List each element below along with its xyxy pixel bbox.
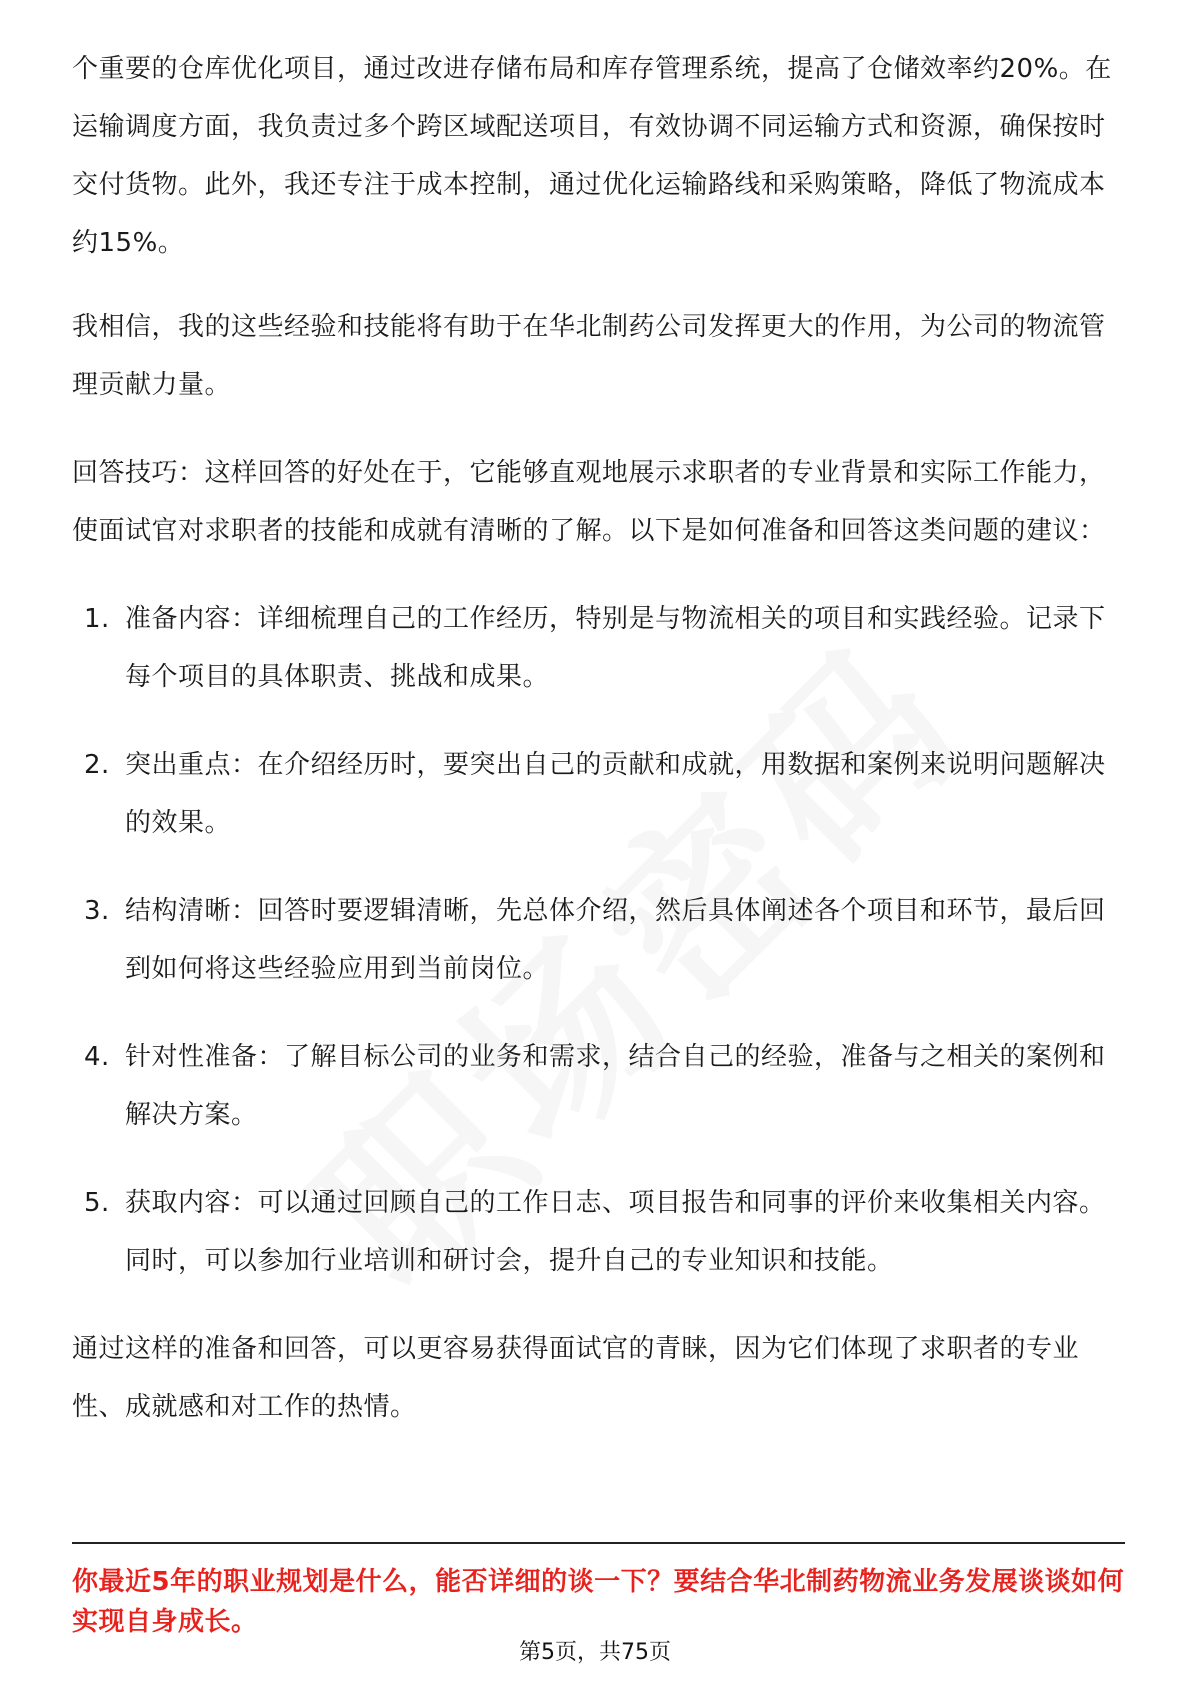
list-item <box>72 736 1122 852</box>
list-number: 1. <box>84 604 110 634</box>
tips-list <box>72 590 1122 1290</box>
list-number: 5. <box>84 1188 110 1218</box>
list-item <box>72 1174 1122 1290</box>
list-item <box>72 1028 1122 1144</box>
list-number: 4. <box>84 1042 110 1072</box>
list-number: 3. <box>84 896 110 926</box>
list-number: 2. <box>84 750 110 780</box>
list-text: 针对性准备：了解目标公司的业务和需求，结合自己的经验，准备与之相关的案例和解决方案。 <box>125 1042 1106 1130</box>
list-text: 准备内容：详细梳理自己的工作经历，特别是与物流相关的项目和实践经验。记录下每个项目的具体职责、挑战和成果。 <box>125 604 1106 692</box>
page-content <box>72 40 1122 1466</box>
paragraph-belief: 我相信，我的这些经验和技能将有助于在华北制药公司发挥更大的作用，为公司的物流管理贡献力量。 <box>72 312 1106 400</box>
list-text: 获取内容：可以通过回顾自己的工作日志、项目报告和同事的评价来收集相关内容。同时，可以参加行业培训和研讨会，提升自己的专业知识和技能。 <box>125 1188 1106 1276</box>
list-text: 突出重点：在介绍经历时，要突出自己的贡献和成就，用数据和案例来说明问题解决的效果。 <box>125 750 1106 838</box>
paragraph-experience: 个重要的仓库优化项目，通过改进存储布局和库存管理系统，提高了仓储效率约20%。在运输调度方面，我负责过多个跨区域配送项目，有效协调不同运输方式和资源，确保按时交付货物。此外，我还专注于成本控制，通过优化运输路线和采购策略，降低了物流成本约15%。 <box>72 54 1112 258</box>
paragraph-closing: 通过这样的准备和回答，可以更容易获得面试官的青睐，因为它们体现了求职者的专业性、成就感和对工作的热情。 <box>72 1334 1080 1422</box>
page-number: 第5页，共75页 <box>519 1640 671 1665</box>
section-divider <box>72 1542 1125 1544</box>
list-item <box>72 882 1122 998</box>
next-question-heading: 你最近5年的职业规划是什么，能否详细的谈一下？要结合华北制药物流业务发展谈谈如何实现自身成长。 <box>72 1567 1125 1637</box>
list-item <box>72 590 1122 706</box>
list-text: 结构清晰：回答时要逻辑清晰，先总体介绍，然后具体阐述各个项目和环节，最后回到如何将这些经验应用到当前岗位。 <box>125 896 1106 984</box>
paragraph-answer-tips: 回答技巧：这样回答的好处在于，它能够直观地展示求职者的专业背景和实际工作能力，使面试官对求职者的技能和成就有清晰的了解。以下是如何准备和回答这类问题的建议： <box>72 458 1106 546</box>
